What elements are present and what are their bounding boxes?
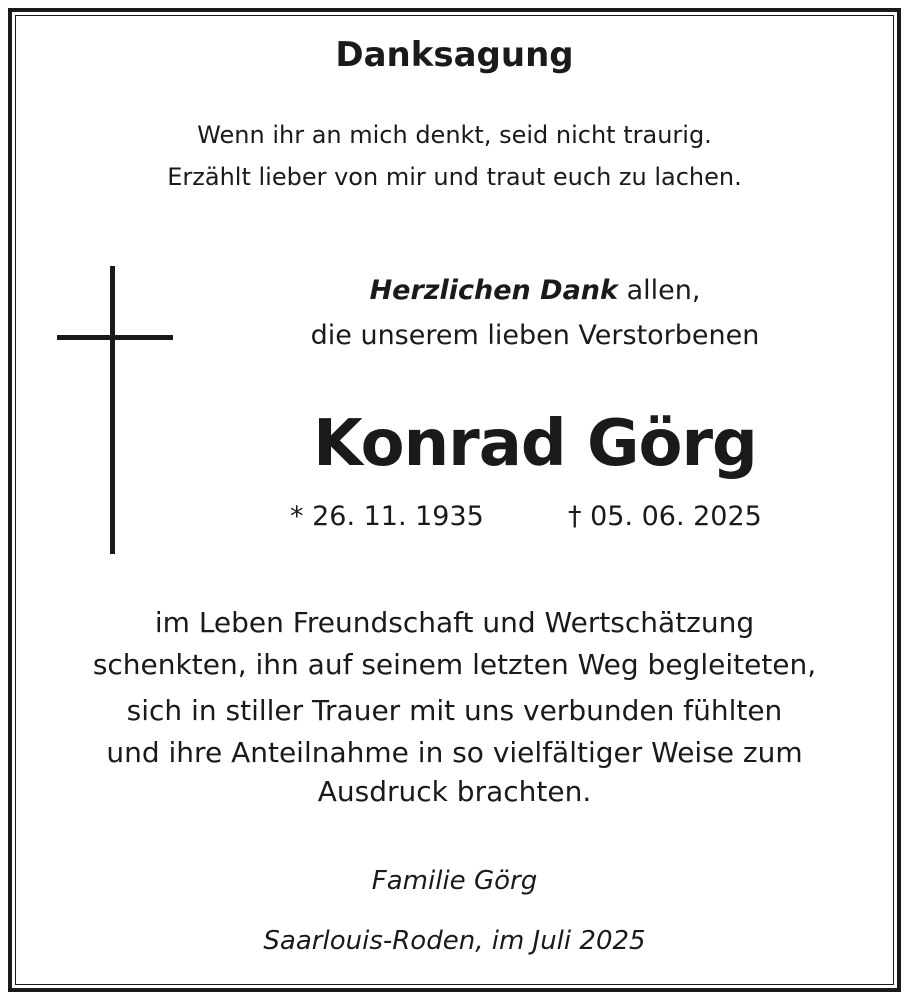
body-line-5: Ausdruck brachten. [317, 775, 592, 808]
birth-date: * 26. 11. 1935 [290, 501, 484, 532]
thanks-rest: allen, [617, 275, 701, 306]
thanks-line-2: die unserem lieben Verstorbenen [310, 320, 760, 351]
quote-line-1: Wenn ihr an mich denkt, seid nicht traurig. [197, 121, 712, 149]
notice-title: Danksagung [335, 35, 574, 75]
thanks-line-1 [270, 277, 800, 304]
body-line-3: sich in stiller Trauer mit uns verbunden fühlten [126, 694, 783, 727]
cross-horizontal-bar [57, 335, 173, 340]
quote-line-2: Erzählt lieber von mir und traut euch zu lachen. [167, 163, 742, 191]
death-date: † 05. 06. 2025 [568, 501, 762, 532]
inner-border [15, 15, 894, 985]
place-date: Saarlouis-Roden, im Juli 2025 [263, 926, 646, 956]
body-line-1: im Leben Freundschaft und Wertschätzung [154, 606, 755, 639]
family-signature: Familie Görg [371, 866, 538, 896]
thanks-emphasis: Herzlichen Dank [369, 275, 618, 306]
body-line-2: schenkten, ihn auf seinem letzten Weg begleiteten, [92, 648, 817, 681]
body-line-4: und ihre Anteilnahme in so vielfältiger Weise zum [106, 736, 803, 769]
deceased-name: Konrad Görg [313, 407, 757, 481]
cross-vertical-bar [110, 266, 115, 554]
